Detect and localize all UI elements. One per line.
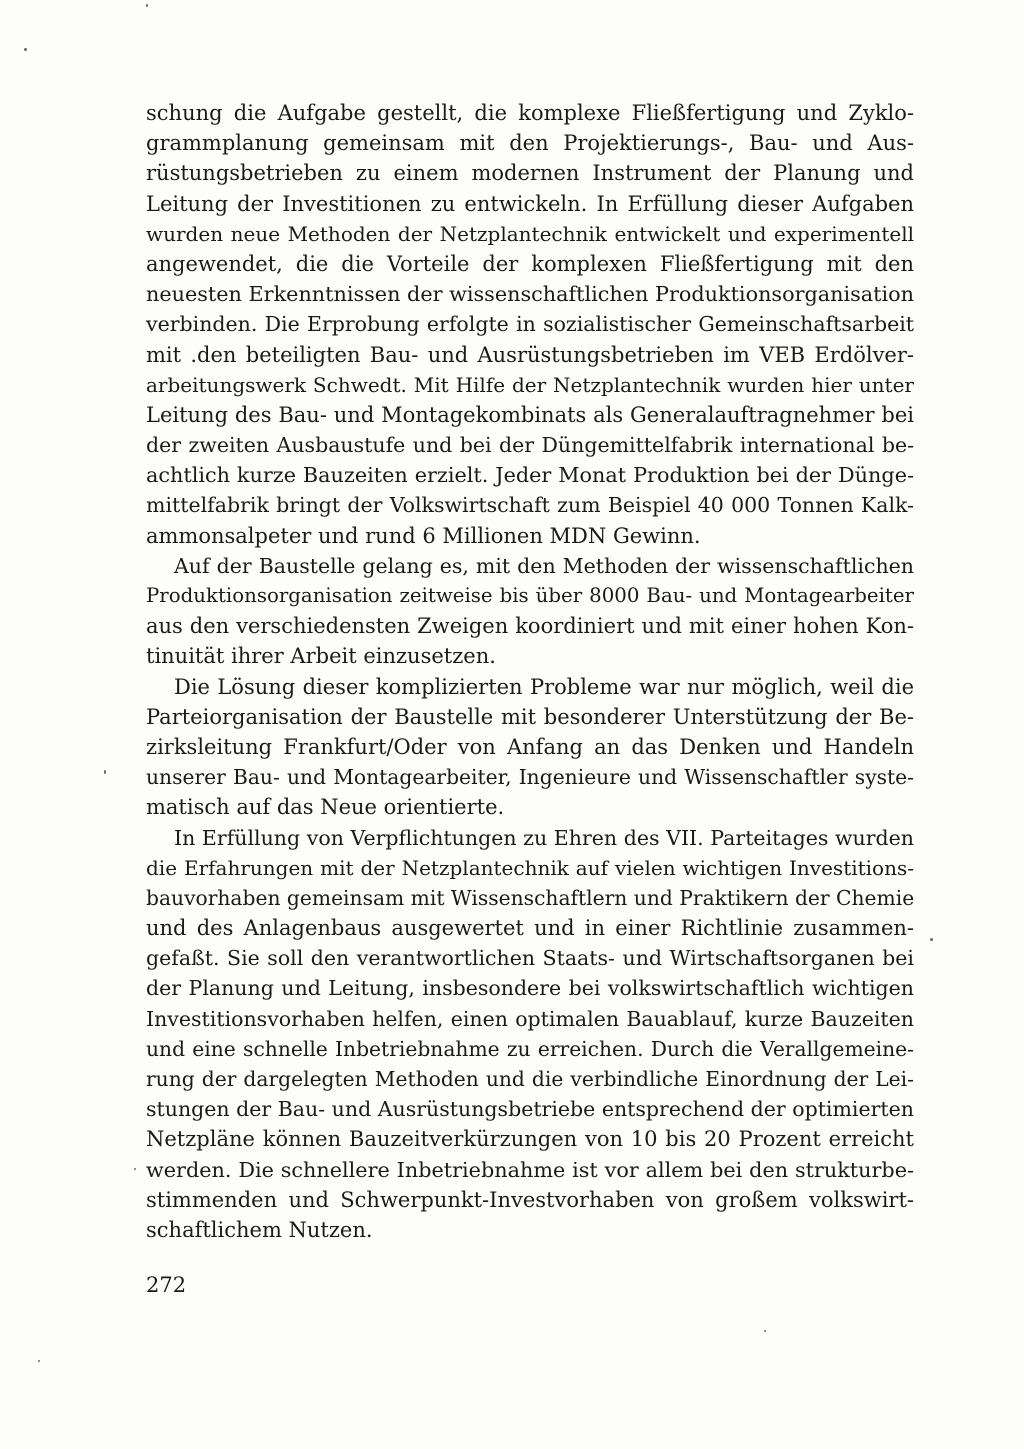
text-line: der Planung und Leitung, insbesondere bei volkswirtschaftlich wichtigen: [146, 976, 914, 1001]
text-line: tinuität ihrer Arbeit einzusetzen.: [146, 644, 496, 669]
text-line: neuesten Erkenntnissen der wissenschaftlichen Produktionsorganisation: [146, 282, 914, 307]
text-line: arbeitungswerk Schwedt. Mit Hilfe der Netzplantechnik wurden hier unter: [146, 372, 914, 397]
text-line: matisch auf das Neue orientierte.: [146, 795, 505, 820]
text-line: rüstungsbetrieben zu einem modernen Instrument der Planung und: [146, 161, 914, 186]
text-line: grammplanung gemeinsam mit den Projektierungs-, Bau- und Aus-: [146, 131, 914, 156]
scan-speck: [134, 1168, 136, 1170]
scan-speck: [146, 4, 148, 7]
text-line: Investitionsvorhaben helfen, einen optimalen Bauablauf, kurze Bauzeiten: [146, 1006, 914, 1031]
body-text: [146, 98, 914, 1245]
paragraph: [146, 672, 914, 823]
text-line: stungen der Bau- und Ausrüstungsbetriebe entsprechend der optimierten: [146, 1097, 914, 1122]
text-line: die Erfahrungen mit der Netzplantechnik auf vielen wichtigen Investitions-: [146, 855, 914, 880]
text-line: Die Lösung dieser komplizierten Probleme war nur möglich, weil die: [174, 674, 914, 699]
scan-speck: [24, 48, 27, 51]
text-line: Parteiorganisation der Baustelle mit besonderer Unterstützung der Be-: [146, 704, 914, 729]
text-line: wurden neue Methoden der Netzplantechnik entwickelt und experimentell: [146, 221, 914, 246]
page-number: 272: [146, 1273, 187, 1297]
text-line: Netzpläne können Bauzeitverkürzungen von 10 bis 20 Prozent erreicht: [146, 1127, 914, 1152]
text-line: Produktionsorganisation zeitweise bis über 8000 Bau- und Montagearbeiter: [146, 584, 914, 607]
text-line: bauvorhaben gemeinsam mit Wissenschaftlern und Praktikern der Chemie: [146, 885, 915, 910]
paragraph: [146, 823, 914, 1246]
paragraph: [146, 551, 914, 672]
scan-speck: [930, 938, 933, 941]
text-line: mittelfabrik bringt der Volkswirtschaft zum Beispiel 40 000 Tonnen Kalk-: [146, 493, 914, 518]
text-line: aus den verschiedensten Zweigen koordiniert und mit einer hohen Kon-: [146, 614, 914, 639]
text-line: achtlich kurze Bauzeiten erzielt. Jeder Monat Produktion bei der Dünge-: [146, 463, 914, 488]
text-line: verbinden. Die Erprobung erfolgte in sozialistischer Gemeinschaftsarbeit: [146, 312, 914, 337]
text-line: und eine schnelle Inbetriebnahme zu erreichen. Durch die Verallgemeine-: [146, 1036, 914, 1061]
text-line: In Erfüllung von Verpflichtungen zu Ehren des VII. Parteitages wurden: [174, 825, 914, 850]
text-line: mit .den beteiligten Bau- und Ausrüstungsbetrieben im VEB Erdölver-: [146, 342, 914, 367]
text-line: schung die Aufgabe gestellt, die komplexe Fließfertigung und Zyklo-: [146, 101, 914, 125]
text-line: und des Anlagenbaus ausgewertet und in einer Richtlinie zusammen-: [146, 916, 914, 941]
text-line: zirksleitung Frankfurt/Oder von Anfang an das Denken und Handeln: [146, 734, 914, 759]
scan-speck: [764, 1330, 766, 1332]
text-line: ammonsalpeter und rund 6 Millionen MDN Gewinn.: [146, 523, 701, 548]
text-line: stimmenden und Schwerpunkt-Investvorhaben von großem volkswirt-: [146, 1187, 914, 1212]
text-line: unserer Bau- und Montagearbeiter, Ingenieure und Wissenschaftler syste-: [146, 765, 914, 790]
text-line: Leitung der Investitionen zu entwickeln. In Erfüllung dieser Aufgaben: [146, 191, 914, 216]
text-line: rung der dargelegten Methoden und die verbindliche Einordnung der Lei-: [146, 1067, 914, 1091]
text-line: angewendet, die die Vorteile der komplexen Fließfertigung mit den: [146, 251, 914, 276]
scan-speck: [104, 770, 106, 774]
scan-speck: [38, 1360, 40, 1362]
paragraph: [146, 98, 914, 551]
text-line: Leitung des Bau- und Montagekombinats als Generalauftragnehmer bei: [146, 402, 914, 427]
text-line: gefaßt. Sie soll den verantwortlichen Staats- und Wirtschaftsorganen bei: [146, 946, 914, 971]
text-line: schaftlichem Nutzen.: [146, 1217, 373, 1242]
text-line: der zweiten Ausbaustufe und bei der Düngemittelfabrik international be-: [146, 433, 914, 458]
text-line: werden. Die schnellere Inbetriebnahme ist vor allem bei den strukturbe-: [146, 1157, 914, 1182]
text-line: Auf der Baustelle gelang es, mit den Methoden der wissenschaftlichen: [174, 553, 914, 578]
